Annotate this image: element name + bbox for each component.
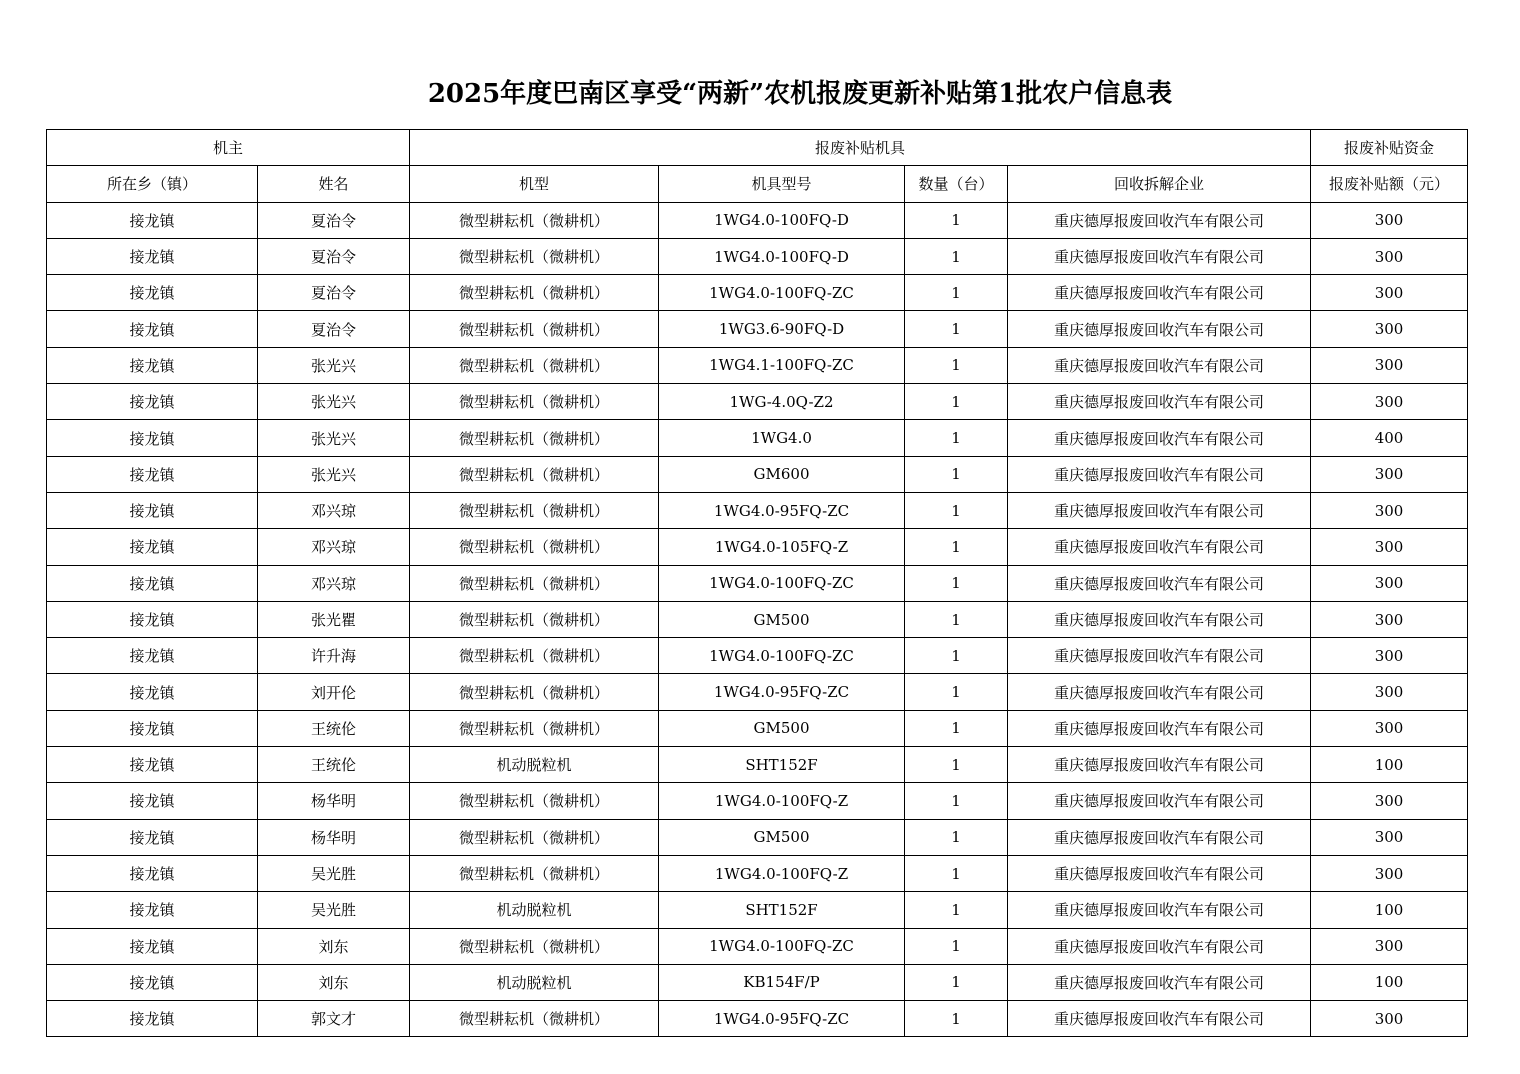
- cell-type: 微型耕耘机（微耕机）: [410, 855, 659, 891]
- cell-quantity: 1: [905, 529, 1008, 565]
- cell-type: 微型耕耘机（微耕机）: [410, 601, 659, 637]
- cell-name: 杨华明: [258, 783, 410, 819]
- cell-name: 张光兴: [258, 420, 410, 456]
- cell-quantity: 1: [905, 456, 1008, 492]
- cell-quantity: 1: [905, 638, 1008, 674]
- cell-name: 吴光胜: [258, 892, 410, 928]
- cell-quantity: 1: [905, 674, 1008, 710]
- table-row: [47, 674, 1468, 710]
- cell-company: 重庆德厚报废回收汽车有限公司: [1008, 202, 1311, 238]
- table-row: [47, 747, 1468, 783]
- cell-type: 微型耕耘机（微耕机）: [410, 928, 659, 964]
- cell-type: 机动脱粒机: [410, 892, 659, 928]
- cell-model: SHT152F: [659, 892, 905, 928]
- cell-model: 1WG4.0-105FQ-Z: [659, 529, 905, 565]
- cell-amount: 300: [1311, 456, 1468, 492]
- cell-quantity: 1: [905, 492, 1008, 528]
- cell-company: 重庆德厚报废回收汽车有限公司: [1008, 238, 1311, 274]
- cell-quantity: 1: [905, 819, 1008, 855]
- table-row: [47, 456, 1468, 492]
- cell-company: 重庆德厚报废回收汽车有限公司: [1008, 710, 1311, 746]
- cell-town: 接龙镇: [47, 819, 258, 855]
- table-row: [47, 238, 1468, 274]
- cell-type: 微型耕耘机（微耕机）: [410, 347, 659, 383]
- cell-company: 重庆德厚报废回收汽车有限公司: [1008, 601, 1311, 637]
- group-header-funds: 报废补贴资金: [1311, 130, 1468, 166]
- cell-model: 1WG4.1-100FQ-ZC: [659, 347, 905, 383]
- cell-town: 接龙镇: [47, 783, 258, 819]
- cell-amount: 300: [1311, 384, 1468, 420]
- cell-type: 微型耕耘机（微耕机）: [410, 674, 659, 710]
- cell-quantity: 1: [905, 311, 1008, 347]
- cell-type: 微型耕耘机（微耕机）: [410, 492, 659, 528]
- cell-amount: 300: [1311, 855, 1468, 891]
- cell-name: 刘东: [258, 964, 410, 1000]
- cell-type: 微型耕耘机（微耕机）: [410, 456, 659, 492]
- cell-name: 许升海: [258, 638, 410, 674]
- cell-type: 微型耕耘机（微耕机）: [410, 710, 659, 746]
- table-row: [47, 384, 1468, 420]
- cell-type: 微型耕耘机（微耕机）: [410, 565, 659, 601]
- cell-name: 夏治令: [258, 238, 410, 274]
- cell-town: 接龙镇: [47, 565, 258, 601]
- cell-amount: 300: [1311, 710, 1468, 746]
- cell-company: 重庆德厚报废回收汽车有限公司: [1008, 674, 1311, 710]
- cell-model: 1WG4.0-100FQ-ZC: [659, 928, 905, 964]
- table-row: [47, 638, 1468, 674]
- cell-town: 接龙镇: [47, 710, 258, 746]
- cell-model: 1WG4.0-100FQ-ZC: [659, 638, 905, 674]
- cell-company: 重庆德厚报废回收汽车有限公司: [1008, 529, 1311, 565]
- cell-name: 张光瞿: [258, 601, 410, 637]
- table-row: [47, 529, 1468, 565]
- cell-quantity: 1: [905, 275, 1008, 311]
- cell-type: 微型耕耘机（微耕机）: [410, 1001, 659, 1037]
- cell-company: 重庆德厚报废回收汽车有限公司: [1008, 747, 1311, 783]
- table-row: [47, 275, 1468, 311]
- cell-quantity: 1: [905, 964, 1008, 1000]
- cell-model: 1WG4.0-100FQ-D: [659, 202, 905, 238]
- cell-amount: 300: [1311, 492, 1468, 528]
- cell-quantity: 1: [905, 238, 1008, 274]
- table-row: [47, 492, 1468, 528]
- cell-quantity: 1: [905, 747, 1008, 783]
- cell-amount: 300: [1311, 347, 1468, 383]
- cell-town: 接龙镇: [47, 892, 258, 928]
- cell-model: 1WG4.0-100FQ-ZC: [659, 275, 905, 311]
- cell-town: 接龙镇: [47, 1001, 258, 1037]
- cell-type: 微型耕耘机（微耕机）: [410, 384, 659, 420]
- column-header-row: [47, 166, 1468, 202]
- cell-name: 张光兴: [258, 347, 410, 383]
- cell-name: 刘东: [258, 928, 410, 964]
- column-header-company: 回收拆解企业: [1008, 166, 1311, 202]
- cell-company: 重庆德厚报废回收汽车有限公司: [1008, 1001, 1311, 1037]
- cell-type: 微型耕耘机（微耕机）: [410, 783, 659, 819]
- cell-model: GM500: [659, 819, 905, 855]
- cell-company: 重庆德厚报废回收汽车有限公司: [1008, 928, 1311, 964]
- cell-name: 邓兴琼: [258, 492, 410, 528]
- cell-amount: 300: [1311, 601, 1468, 637]
- cell-name: 邓兴琼: [258, 529, 410, 565]
- cell-company: 重庆德厚报废回收汽车有限公司: [1008, 420, 1311, 456]
- cell-town: 接龙镇: [47, 456, 258, 492]
- cell-type: 机动脱粒机: [410, 964, 659, 1000]
- cell-model: 1WG4.0-100FQ-ZC: [659, 565, 905, 601]
- table-body: [47, 130, 1468, 1037]
- cell-quantity: 1: [905, 783, 1008, 819]
- cell-model: GM500: [659, 601, 905, 637]
- table-row: [47, 819, 1468, 855]
- cell-type: 微型耕耘机（微耕机）: [410, 638, 659, 674]
- table-row: [47, 420, 1468, 456]
- cell-town: 接龙镇: [47, 420, 258, 456]
- cell-quantity: 1: [905, 601, 1008, 637]
- table-row: [47, 964, 1468, 1000]
- farmer-info-table: [46, 129, 1468, 1037]
- cell-quantity: 1: [905, 928, 1008, 964]
- cell-amount: 300: [1311, 238, 1468, 274]
- cell-amount: 400: [1311, 420, 1468, 456]
- cell-amount: 300: [1311, 928, 1468, 964]
- column-header-amount: 报废补贴额（元）: [1311, 166, 1468, 202]
- cell-town: 接龙镇: [47, 238, 258, 274]
- cell-model: 1WG-4.0Q-Z2: [659, 384, 905, 420]
- cell-model: 1WG4.0-95FQ-ZC: [659, 674, 905, 710]
- cell-name: 夏治令: [258, 275, 410, 311]
- cell-amount: 300: [1311, 638, 1468, 674]
- cell-company: 重庆德厚报废回收汽车有限公司: [1008, 565, 1311, 601]
- cell-amount: 300: [1311, 1001, 1468, 1037]
- cell-name: 夏治令: [258, 202, 410, 238]
- cell-company: 重庆德厚报废回收汽车有限公司: [1008, 783, 1311, 819]
- cell-company: 重庆德厚报废回收汽车有限公司: [1008, 384, 1311, 420]
- cell-company: 重庆德厚报废回收汽车有限公司: [1008, 638, 1311, 674]
- cell-type: 微型耕耘机（微耕机）: [410, 238, 659, 274]
- cell-town: 接龙镇: [47, 964, 258, 1000]
- cell-name: 邓兴琼: [258, 565, 410, 601]
- cell-amount: 300: [1311, 674, 1468, 710]
- cell-type: 微型耕耘机（微耕机）: [410, 311, 659, 347]
- cell-type: 微型耕耘机（微耕机）: [410, 819, 659, 855]
- cell-town: 接龙镇: [47, 855, 258, 891]
- cell-model: 1WG3.6-90FQ-D: [659, 311, 905, 347]
- cell-amount: 300: [1311, 275, 1468, 311]
- cell-model: KB154F/P: [659, 964, 905, 1000]
- cell-model: GM600: [659, 456, 905, 492]
- cell-model: 1WG4.0-100FQ-D: [659, 238, 905, 274]
- cell-town: 接龙镇: [47, 275, 258, 311]
- cell-town: 接龙镇: [47, 674, 258, 710]
- column-header-model: 机具型号: [659, 166, 905, 202]
- table-row: [47, 202, 1468, 238]
- cell-quantity: 1: [905, 1001, 1008, 1037]
- column-header-name: 姓名: [258, 166, 410, 202]
- table-row: [47, 783, 1468, 819]
- cell-quantity: 1: [905, 384, 1008, 420]
- cell-town: 接龙镇: [47, 928, 258, 964]
- cell-company: 重庆德厚报废回收汽车有限公司: [1008, 892, 1311, 928]
- cell-town: 接龙镇: [47, 384, 258, 420]
- cell-name: 王统伦: [258, 710, 410, 746]
- cell-model: 1WG4.0-95FQ-ZC: [659, 492, 905, 528]
- cell-town: 接龙镇: [47, 202, 258, 238]
- cell-company: 重庆德厚报废回收汽车有限公司: [1008, 492, 1311, 528]
- cell-model: 1WG4.0-100FQ-Z: [659, 783, 905, 819]
- cell-amount: 300: [1311, 565, 1468, 601]
- table-row: [47, 928, 1468, 964]
- cell-name: 杨华明: [258, 819, 410, 855]
- table-row: [47, 855, 1468, 891]
- cell-company: 重庆德厚报废回收汽车有限公司: [1008, 347, 1311, 383]
- cell-amount: 300: [1311, 529, 1468, 565]
- cell-quantity: 1: [905, 710, 1008, 746]
- cell-town: 接龙镇: [47, 311, 258, 347]
- cell-name: 郭文才: [258, 1001, 410, 1037]
- cell-model: 1WG4.0-100FQ-Z: [659, 855, 905, 891]
- table-row: [47, 1001, 1468, 1037]
- cell-amount: 300: [1311, 311, 1468, 347]
- cell-type: 微型耕耘机（微耕机）: [410, 275, 659, 311]
- cell-quantity: 1: [905, 347, 1008, 383]
- table-row: [47, 892, 1468, 928]
- cell-quantity: 1: [905, 565, 1008, 601]
- cell-amount: 300: [1311, 202, 1468, 238]
- cell-town: 接龙镇: [47, 747, 258, 783]
- document-title: 2025年度巴南区享受“两新”农机报废更新补贴第1批农户信息表: [427, 79, 1173, 109]
- cell-town: 接龙镇: [47, 601, 258, 637]
- cell-model: 1WG4.0-95FQ-ZC: [659, 1001, 905, 1037]
- cell-name: 张光兴: [258, 456, 410, 492]
- cell-type: 机动脱粒机: [410, 747, 659, 783]
- cell-model: 1WG4.0: [659, 420, 905, 456]
- table-row: [47, 565, 1468, 601]
- cell-company: 重庆德厚报废回收汽车有限公司: [1008, 311, 1311, 347]
- cell-name: 王统伦: [258, 747, 410, 783]
- group-header-owner: 机主: [47, 130, 410, 166]
- column-header-town: 所在乡（镇）: [47, 166, 258, 202]
- cell-name: 吴光胜: [258, 855, 410, 891]
- cell-amount: 300: [1311, 783, 1468, 819]
- cell-amount: 100: [1311, 964, 1468, 1000]
- table-row: [47, 710, 1468, 746]
- cell-quantity: 1: [905, 202, 1008, 238]
- table-row: [47, 311, 1468, 347]
- cell-name: 夏治令: [258, 311, 410, 347]
- cell-type: 微型耕耘机（微耕机）: [410, 529, 659, 565]
- cell-name: 张光兴: [258, 384, 410, 420]
- cell-town: 接龙镇: [47, 347, 258, 383]
- table-row: [47, 347, 1468, 383]
- cell-company: 重庆德厚报废回收汽车有限公司: [1008, 275, 1311, 311]
- cell-model: GM500: [659, 710, 905, 746]
- cell-amount: 100: [1311, 747, 1468, 783]
- cell-town: 接龙镇: [47, 492, 258, 528]
- group-header-row: [47, 130, 1468, 166]
- column-header-type: 机型: [410, 166, 659, 202]
- cell-quantity: 1: [905, 855, 1008, 891]
- cell-quantity: 1: [905, 420, 1008, 456]
- cell-company: 重庆德厚报废回收汽车有限公司: [1008, 855, 1311, 891]
- cell-company: 重庆德厚报废回收汽车有限公司: [1008, 819, 1311, 855]
- cell-amount: 300: [1311, 819, 1468, 855]
- group-header-machine: 报废补贴机具: [410, 130, 1311, 166]
- column-header-quantity: 数量（台）: [905, 166, 1008, 202]
- cell-town: 接龙镇: [47, 638, 258, 674]
- cell-quantity: 1: [905, 892, 1008, 928]
- cell-type: 微型耕耘机（微耕机）: [410, 420, 659, 456]
- cell-company: 重庆德厚报废回收汽车有限公司: [1008, 964, 1311, 1000]
- cell-amount: 100: [1311, 892, 1468, 928]
- cell-town: 接龙镇: [47, 529, 258, 565]
- cell-model: SHT152F: [659, 747, 905, 783]
- cell-company: 重庆德厚报废回收汽车有限公司: [1008, 456, 1311, 492]
- table-row: [47, 601, 1468, 637]
- cell-type: 微型耕耘机（微耕机）: [410, 202, 659, 238]
- cell-name: 刘开伦: [258, 674, 410, 710]
